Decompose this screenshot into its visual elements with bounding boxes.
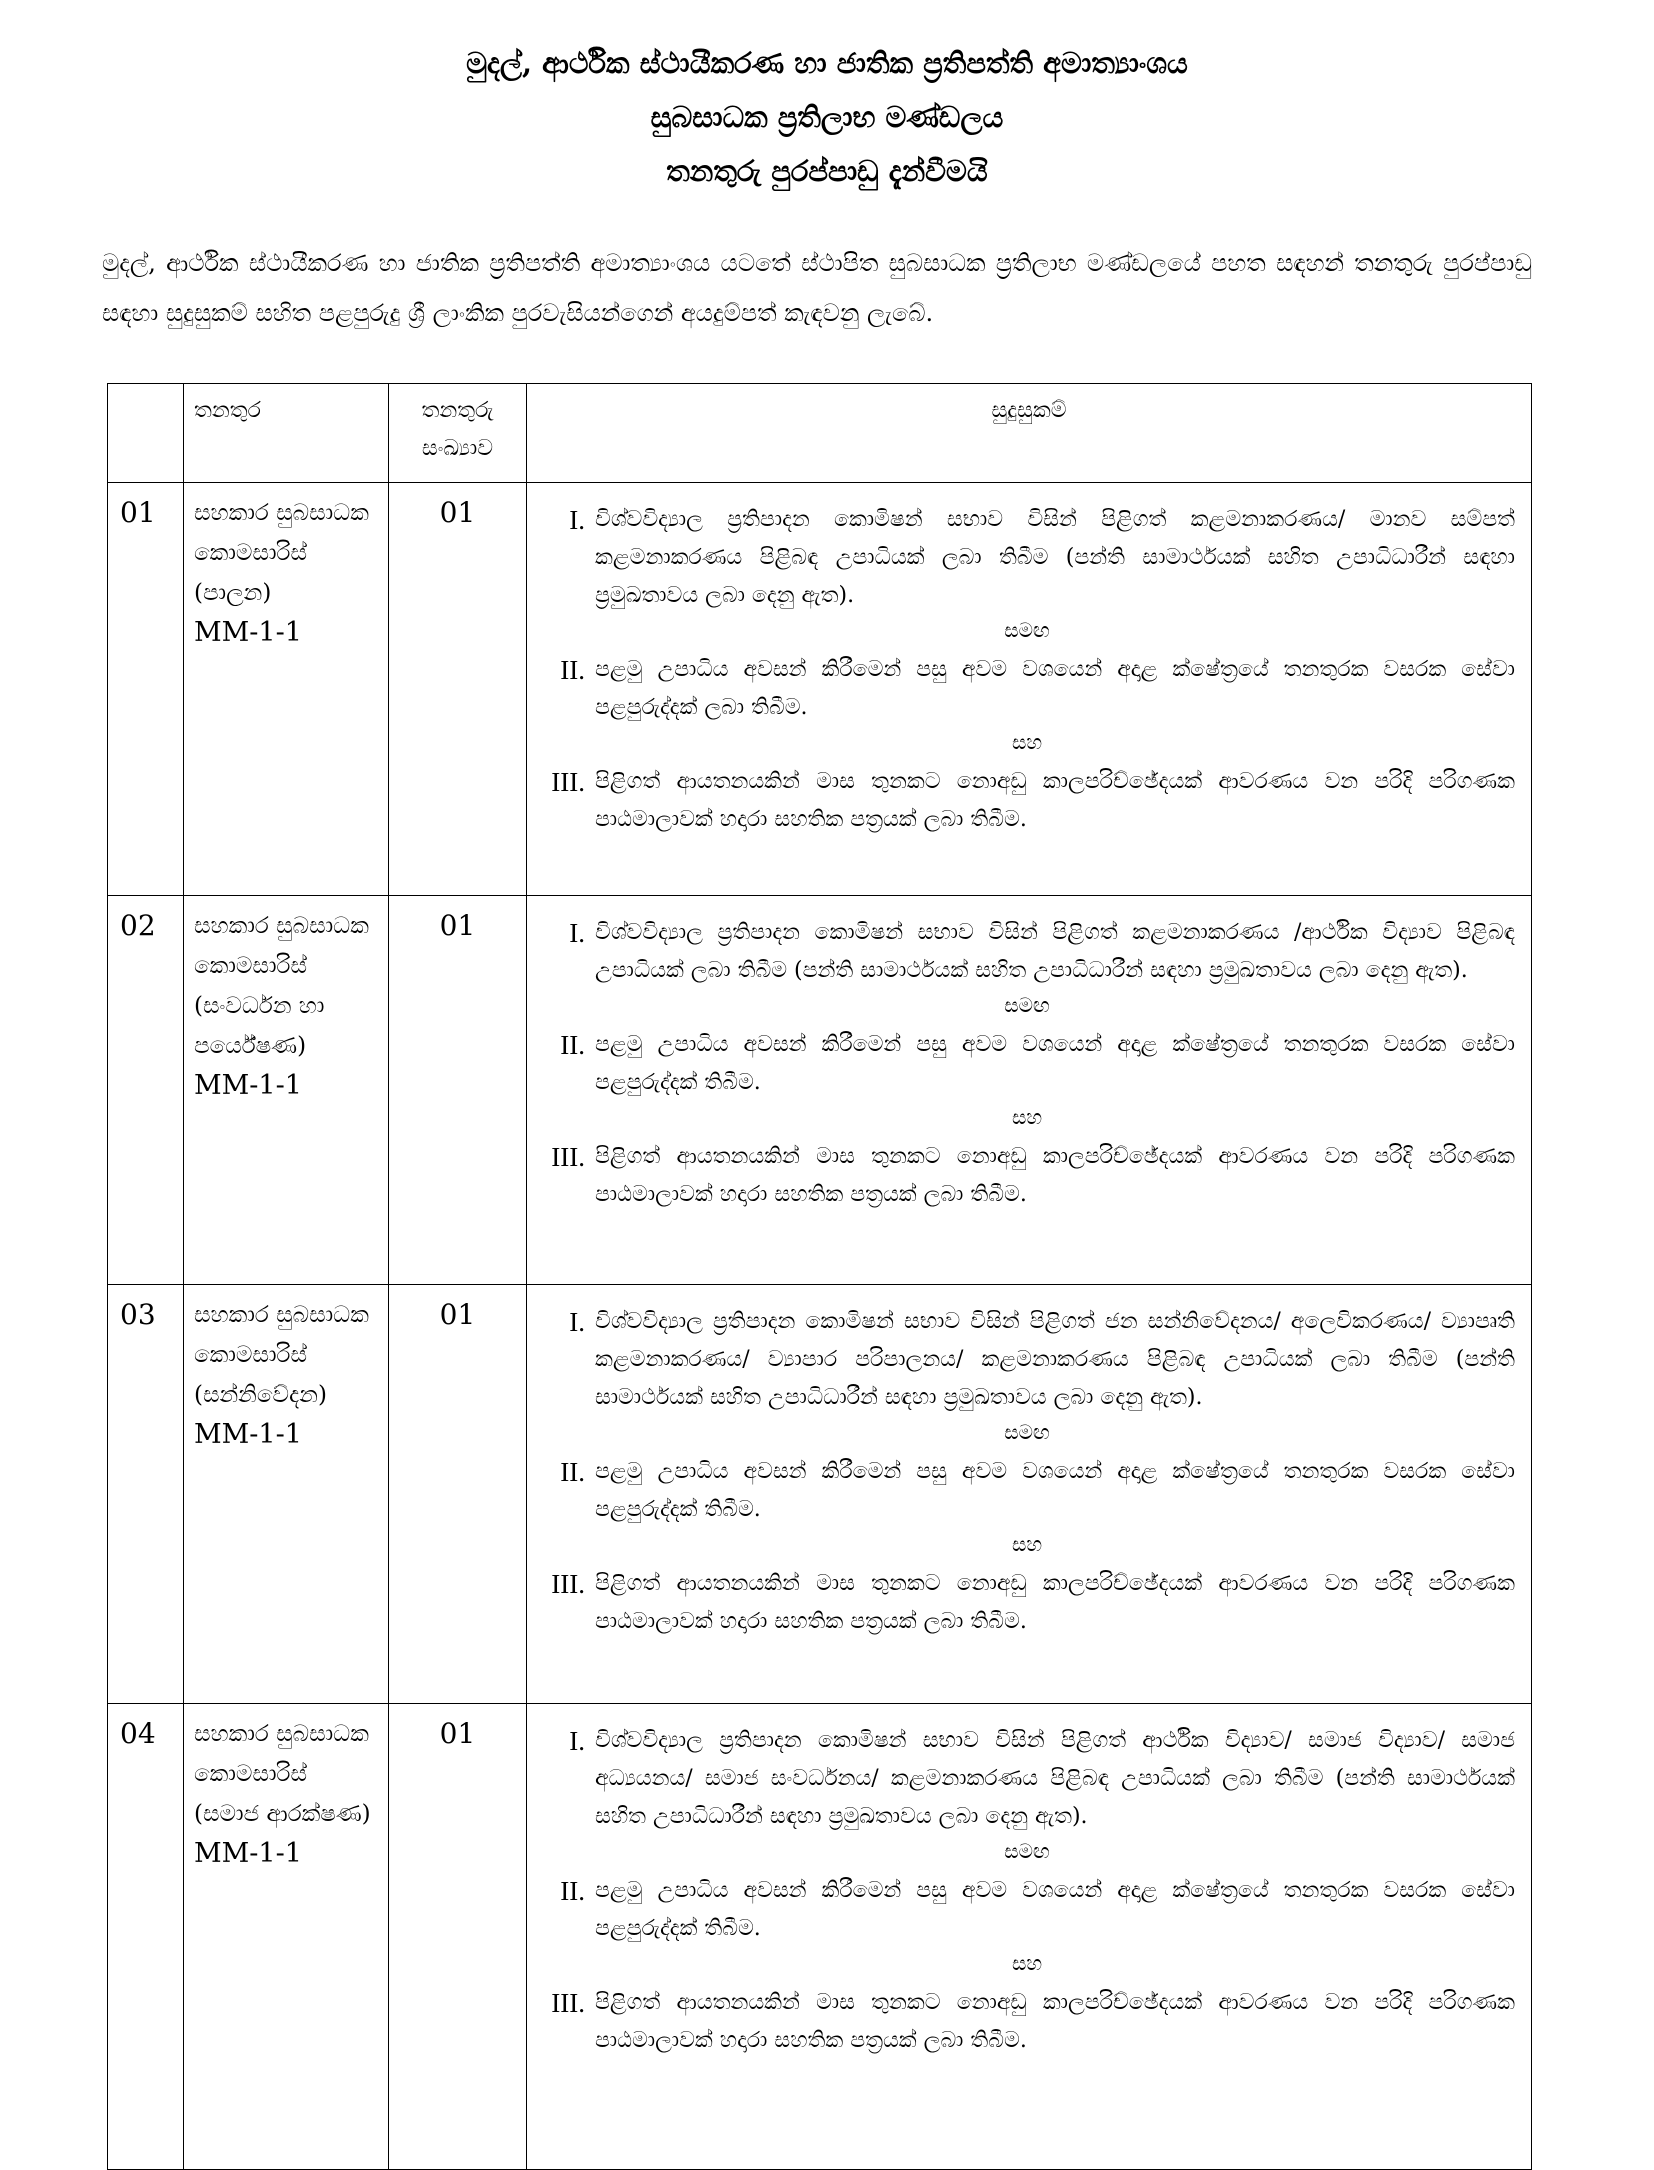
document-header [0, 36, 1654, 198]
row-number: 03 [108, 1285, 184, 1704]
table-header-row [108, 384, 1532, 483]
qualification-item [539, 1984, 1515, 2060]
post-cell [184, 1704, 389, 2170]
post-code: MM-1-1 [194, 1838, 302, 1869]
qualification-text: පළමු උපාධිය අවසන් කිරීමෙන් පසු අවම වශයෙන් අදාළ ක්ෂේත්‍රයේ තනතුරක වසරක සේවා පළපුරුද්දක් ලබා තිබීම. [595, 657, 1515, 720]
conjunction: සහ [1011, 1532, 1043, 1556]
qualifications-cell [527, 1285, 1532, 1704]
post-code: MM-1-1 [194, 1070, 302, 1101]
qualification-number: III. [551, 1142, 585, 1172]
post-cell [184, 896, 389, 1285]
header-count: තනතුරු සංඛ්‍යාව [389, 384, 527, 483]
qualification-item [539, 1026, 1515, 1102]
vacancies-table [107, 383, 1532, 2170]
qualification-number: III. [551, 1569, 585, 1599]
conjunction: සමඟ [1004, 993, 1050, 1017]
qualification-text: පළමු උපාධිය අවසන් කිරීමෙන් පසු අවම වශයෙන් අදාළ ක්ෂේත්‍රයේ තනතුරක වසරක සේවා පළපුරුද්දක් තිබීම. [595, 1459, 1515, 1522]
qualification-item [539, 651, 1515, 727]
conjunction: සහ [1011, 1951, 1043, 1975]
qualifications-cell [527, 1704, 1532, 2170]
header-no [108, 384, 184, 483]
vacancy-count: 01 [389, 483, 527, 896]
conjunction: සහ [1011, 730, 1043, 754]
post-code: MM-1-1 [194, 1419, 302, 1450]
qualification-text: පිළිගත් ආයතනයකින් මාස තුනකට නොඅඩු කාලපරිච්ඡේදයක් ආවරණය වන පරිදි පරිගණක පාඨමාලාවක් හදාරා සහතික පත්‍රයක් ලබා තිබීම. [595, 1144, 1515, 1207]
row-number: 02 [108, 896, 184, 1285]
post-title: සහකාර සුබසාධක කොමසාරිස් (සන්නිවේදන) [194, 1302, 369, 1408]
qualification-number: III. [551, 767, 585, 797]
row-number: 01 [108, 483, 184, 896]
ministry-title: මුදල්, ආර්ථික ස්ථායීකරණ හා ජාතික ප්‍රතිපත්ති අමාත්‍යාංශය [466, 46, 1188, 80]
qualification-text: විශ්වවිද්‍යාල ප්‍රතිපාදන කොමිෂන් සභාව විසින් පිළිගත් කළමනාකරණය/ මානව සම්පත් කළමනාකරණය පිළිබඳ උපාධියක් ලබා තිබීම (පන්ති සාමාර්ථයක් සහිත උපාධිධාරීන් සඳහා ප්‍රමුඛතාවය ලබා දෙනු ඇත). [595, 507, 1515, 608]
qualification-item [539, 1565, 1515, 1641]
qualification-item [539, 1303, 1515, 1417]
conjunction: සමඟ [1004, 1420, 1050, 1444]
board-title: සුබසාධක ප්‍රතිලාභ මණ්ඩලය [650, 100, 1004, 134]
post-title: සහකාර සුබසාධක කොමසාරිස් (සමාජ ආරක්ෂණ) [194, 1721, 371, 1827]
conjunction: සහ [1011, 1105, 1043, 1129]
qualification-item [539, 914, 1515, 990]
header-qualifications: සුදුසුකම් [527, 384, 1532, 483]
qualification-item [539, 1453, 1515, 1529]
conjunction: සමඟ [1004, 618, 1050, 642]
post-title: සහකාර සුබසාධක කොමසාරිස් (පාලන) [194, 500, 369, 606]
qualification-text: විශ්වවිද්‍යාල ප්‍රතිපාදන කොමිෂන් සභාව විසින් පිළිගත් ආර්ථික විද්‍යාව/ සමාජ විද්‍යාව/ සමාජ අධ්‍යයනය/ සමාජ සංවර්ධනය/ කළමනාකරණය පිළිබඳ උපාධියක් ලබා තිබීම (පන්ති සාමාර්ථයක් සහිත උපාධිධාරීන් සඳහා ප්‍රමුඛතාවය ලබා දෙනු ඇත). [595, 1728, 1515, 1829]
table-row [108, 483, 1532, 896]
table-row [108, 1704, 1532, 2170]
post-cell [184, 483, 389, 896]
intro-paragraph: මුදල්, ආර්ථික ස්ථායීකරණ හා ජාතික ප්‍රතිපත්ති අමාත්‍යාංශය යටතේ ස්ථාපිත සුබසාධක ප්‍රතිලාභ මණ්ඩලයේ පහත සඳහන් තනතුරු පුරප්පාඩු සඳහා සුදුසුකම් සහිත පළපුරුදු ශ්‍රී ලාංකික පුරවැසියන්ගෙන් අයදුම්පත් කැඳවනු ලැබේ. [102, 249, 1532, 327]
qualification-number: II. [560, 1030, 585, 1060]
vacancy-count: 01 [389, 896, 527, 1285]
qualification-number: II. [560, 655, 585, 685]
qualifications-cell [527, 483, 1532, 896]
qualification-number: I. [569, 1726, 585, 1756]
qualification-text: පිළිගත් ආයතනයකින් මාස තුනකට නොඅඩු කාලපරිච්ඡේදයක් ආවරණය වන පරිදි පරිගණක පාඨමාලාවක් හදාරා සහතික පත්‍රයක් ලබා තිබීම. [595, 1990, 1515, 2053]
post-cell [184, 1285, 389, 1704]
qualification-item [539, 1138, 1515, 1214]
qualification-item [539, 1872, 1515, 1948]
qualification-number: I. [569, 1307, 585, 1337]
row-number: 04 [108, 1704, 184, 2170]
notice-title: තනතුරු පුරප්පාඩු දැන්වීමයි [666, 154, 988, 188]
qualification-text: පළමු උපාධිය අවසන් කිරීමෙන් පසු අවම වශයෙන් අදාළ ක්ෂේත්‍රයේ තනතුරක වසරක සේවා පළපුරුද්දක් තිබීම. [595, 1878, 1515, 1941]
post-code: MM-1-1 [194, 617, 302, 648]
qualification-number: II. [560, 1457, 585, 1487]
post-title: සහකාර සුබසාධක කොමසාරිස් (සංවර්ධන හා පර්යේෂණ) [194, 913, 369, 1059]
qualification-item [539, 1722, 1515, 1836]
qualification-text: පළමු උපාධිය අවසන් කිරීමෙන් පසු අවම වශයෙන් අදාළ ක්ෂේත්‍රයේ තනතුරක වසරක සේවා පළපුරුද්දක් තිබීම. [595, 1032, 1515, 1095]
qualification-item [539, 501, 1515, 615]
vacancy-count: 01 [389, 1704, 527, 2170]
table-row [108, 896, 1532, 1285]
vacancy-count: 01 [389, 1285, 527, 1704]
qualification-number: II. [560, 1876, 585, 1906]
qualification-number: I. [569, 505, 585, 535]
qualification-item [539, 763, 1515, 839]
qualification-number: I. [569, 918, 585, 948]
table-row [108, 1285, 1532, 1704]
conjunction: සමඟ [1004, 1839, 1050, 1863]
qualification-text: පිළිගත් ආයතනයකින් මාස තුනකට නොඅඩු කාලපරිච්ඡේදයක් ආවරණය වන පරිදි පරිගණක පාඨමාලාවක් හදාරා සහතික පත්‍රයක් ලබා තිබීම. [595, 1571, 1515, 1634]
qualification-text: පිළිගත් ආයතනයකින් මාස තුනකට නොඅඩු කාලපරිච්ඡේදයක් ආවරණය වන පරිදි පරිගණක පාඨමාලාවක් හදාරා සහතික පත්‍රයක් ලබා තිබීම. [595, 769, 1515, 832]
qualification-number: III. [551, 1988, 585, 2018]
qualifications-cell [527, 896, 1532, 1285]
qualification-text: විශ්වවිද්‍යාල ප්‍රතිපාදන කොමිෂන් සභාව විසින් පිළිගත් කළමනාකරණය /ආර්ථික විද්‍යාව පිළිබඳ උපාධියක් ලබා තිබීම (පන්ති සාමාර්ථයක් සහිත උපාධිධාරීන් සඳහා ප්‍රමුඛතාවය ලබා දෙනු ඇත). [595, 920, 1515, 983]
qualification-text: විශ්වවිද්‍යාල ප්‍රතිපාදන කොමිෂන් සභාව විසින් පිළිගත් ජන සන්නිවේදනය/ අලෙවිකරණය/ ව්‍යාපෘති කළමනාකරණය/ ව්‍යාපාර පරිපාලනය/ කළමනාකරණය පිළිබඳ උපාධියක් ලබා තිබීම (පන්ති සාමාර්ථයක් සහිත උපාධිධාරීන් සඳහා ප්‍රමුඛතාවය ලබා දෙනු ඇත). [595, 1309, 1515, 1410]
header-post: තනතුර [184, 384, 389, 483]
